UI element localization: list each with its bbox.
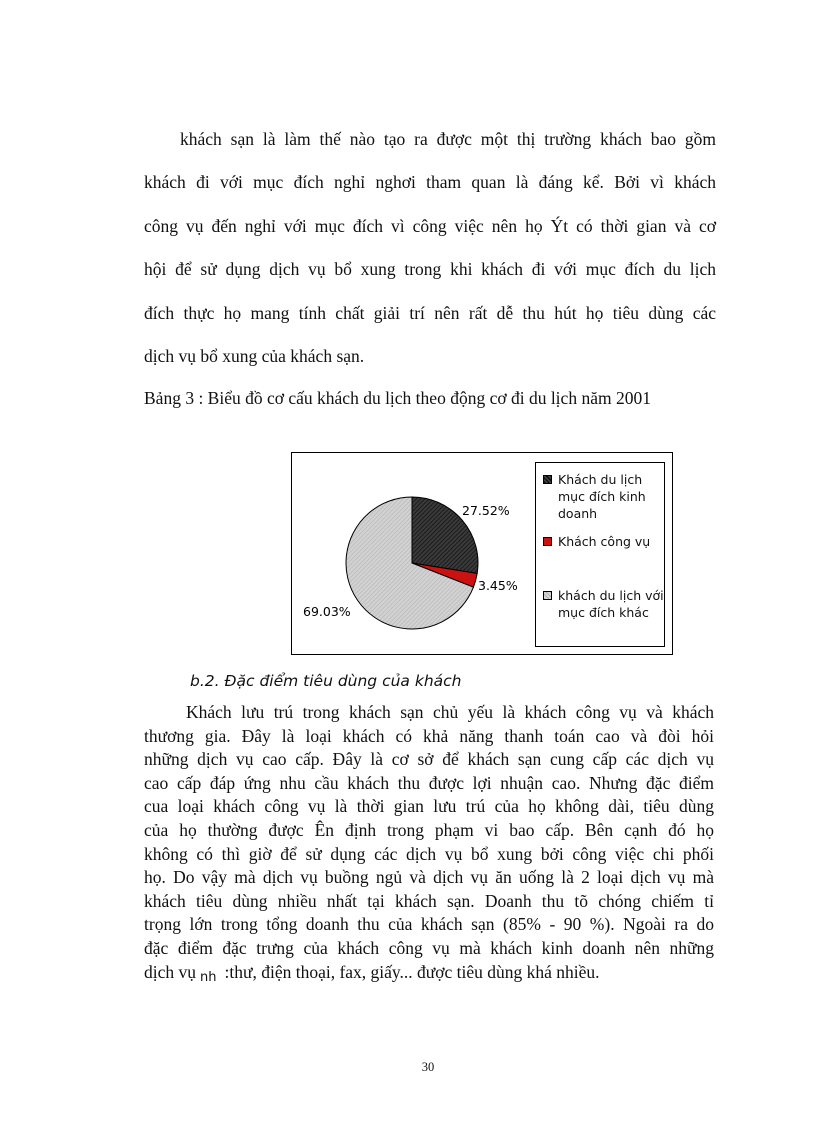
table-caption: Bảng 3 : Biểu đồ cơ cấu khách du lịch theo động cơ đi du lịch năm 2001 <box>144 388 651 408</box>
paragraph-line: trọng lớn trong tổng doanh thu của khách sạn (85% - 90 %). Ngoài ra do <box>144 914 714 935</box>
legend-label: Khách du lịch mục đích kinh doanh <box>558 472 646 521</box>
last-line-end: :thư, điện thoại, fax, giấy... được tiêu dùng khá nhiều. <box>224 961 600 982</box>
paragraph-line: công vụ đến nghỉ với mục đích vì công việc nên họ Ýt có thời gian và cơ <box>144 215 716 236</box>
paragraph-line: cao cấp đáp ứng nhu cầu khách thu được lợi nhuận cao. Nhưng đặc điểm <box>144 772 714 793</box>
paragraph-line: họ. Do vậy mà dịch vụ buồng ngủ và dịch vụ ăn uống là 2 loại dịch vụ mà <box>144 867 714 888</box>
legend-swatch-dark <box>543 475 552 484</box>
paragraph-line: hội để sử dụng dịch vụ bổ xung trong khi khách đi với mục đích du lịch <box>144 259 716 280</box>
paragraph-line: Khách lưu trú trong khách sạn chủ yếu là khách công vụ và khách <box>186 702 714 722</box>
legend-label: khách du lịch với mục đích khác <box>558 588 664 620</box>
chart-legend <box>535 462 665 647</box>
paragraph-line: đặc điểm đặc trưng của khách công vụ mà khách kinh doanh nên những <box>144 937 714 958</box>
subheading: b.2. Đặc điểm tiêu dùng của khách <box>190 672 462 690</box>
legend-label: Khách công vụ <box>558 534 651 549</box>
paragraph-2 <box>144 701 714 986</box>
paragraph-line: khách đi với mục đích nghỉ nghơi tham quan là đáng kể. Bởi vì khách <box>144 172 716 193</box>
paragraph-last-line <box>144 961 714 987</box>
paragraph-line: khách sạn là làm thế nào tạo ra được một thị trường khách bao gồm <box>180 129 716 149</box>
last-line-subscript: nh <box>200 969 217 985</box>
paragraph-line: dịch vụ bổ xung của khách sạn. <box>144 346 365 367</box>
data-label-slice-2: 69.03% <box>303 604 351 619</box>
legend-swatch-gray <box>543 591 552 600</box>
paragraph-1 <box>144 118 716 378</box>
paragraph-line: đích thực họ mang tính chất giải trí nên rất dễ thu hút họ tiêu dùng các <box>144 302 716 323</box>
pie-chart <box>291 452 673 655</box>
page-number: 30 <box>421 1060 435 1074</box>
legend-swatch-red <box>543 537 552 546</box>
paragraph-line: không có thì giờ để sử dụng các dịch vụ bổ xung bởi công việc chi phối <box>144 843 714 864</box>
paragraph-line: những dịch vụ cao cấp. Đây là cơ sở để khách sạn cung cấp các dịch vụ <box>144 749 714 770</box>
data-label-slice-0: 27.52% <box>462 503 510 518</box>
paragraph-line: của họ thường được Ên định trong phạm vi bao cấp. Bên cạnh đó họ <box>144 819 714 840</box>
paragraph-line: thương gia. Đây là loại khách có khả năng thanh toán cao và đòi hỏi <box>144 725 714 746</box>
data-label-slice-1: 3.45% <box>478 578 518 593</box>
paragraph-line: cua loại khách công vụ là thời gian lưu trú của họ không dài, tiêu dùng <box>144 796 714 817</box>
last-line-start: dịch vụ <box>144 961 197 982</box>
paragraph-line: khách tiêu dùng nhiều nhất tại khách sạn. Doanh thu tõ chóng chiếm tỉ <box>144 890 714 911</box>
